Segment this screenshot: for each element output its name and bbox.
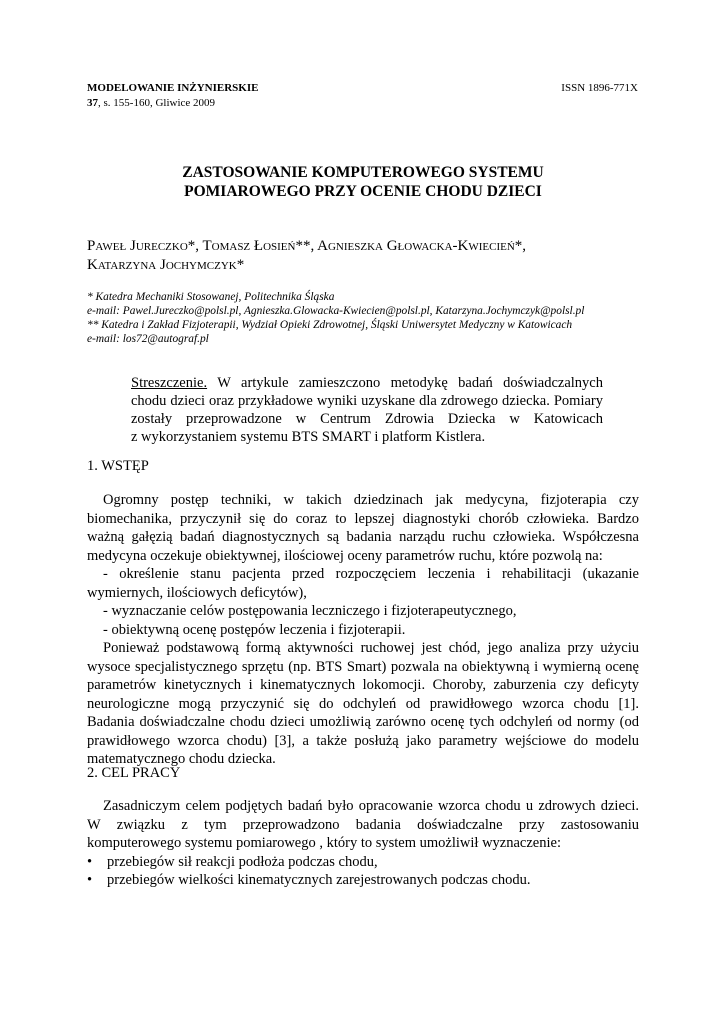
volume-number: 37 [87,97,98,109]
abstract-line-1-text: W artykule zamieszczono metodykę badań doświadczalnych [207,375,603,391]
list-item [87,853,639,872]
text-line: - wyznaczanie celów postępowania leczniczego i fizjoterapeutycznego, [103,603,517,619]
text-line: Ponieważ podstawową formą aktywności ruchowej jest chód, jego analiza przy użyciu [103,640,639,656]
affiliations [87,290,647,346]
text-line: W związku z tym przeprowadzono badania doświadczalne przy zastosowaniu [87,816,639,833]
authors-line-2: Katarzyna Jochymczyk* [87,257,245,273]
text-line: komputerowego systemu pomiarowego , który to system umożliwił wyznaczenie: [87,835,561,851]
text-line: - określenie stanu pacjenta przed rozpoczęciem leczenia i rehabilitacji (ukazanie [103,566,639,582]
affiliation-2: ** Katedra i Zakład Fizjoterapii, Wydział Opieki Zdrowotnej, Śląski Uniwersytet Medyczny w Katowicach [87,319,573,331]
section-1-body [87,491,639,769]
text-line: wysoce specjalistycznego sprzętu (np. BTS Smart) pozwala na obiektywną i wymierną ocenę [87,658,639,675]
text-line: Zasadniczym celem podjętych badań było opracowanie wzorca chodu u zdrowych dzieci. [103,798,639,814]
volume-info [87,97,215,109]
issn: ISSN 1896-771X [561,82,638,94]
affiliation-1: * Katedra Mechaniki Stosowanej, Politechnika Śląska [87,291,335,303]
abstract-line-1 [131,374,603,392]
text-line: biomechanika, przyczynił się do coraz to lepszej diagnostyki chorób człowieka. Bardzo [87,510,639,527]
title-line-2: POMIAROWEGO PRZY OCENIE CHODU DZIECI [184,183,542,200]
pages-city-year: , s. 155-160, Gliwice 2009 [98,97,216,109]
text-line: parametrów kinetycznych i kinematycznych lokomocji. Choroby, zaburzenia czy deficyty [87,677,639,693]
abstract-line-2: chodu dzieci oraz przykładowe wyniki uzyskane dla zdrowego dziecka. Pomiary [131,393,603,409]
affiliation-email-2: e-mail: los72@autograf.pl [87,333,209,345]
bullet-icon: • [87,853,93,870]
abstract-line-3: zostały przeprowadzone w Centrum Zdrowia Dziecka w Katowicach [131,411,603,427]
text-line: wymiernych, ilościowych deficytów), [87,584,307,601]
authors [87,237,647,275]
text-line: ważną gałęzią badań diagnostycznych są badania narządu ruchu człowieka. Współczesna [87,529,639,545]
text-line: Ogromny postęp techniki, w takich dziedzinach jak medycyna, fizjoterapia czy [103,492,639,508]
list-item [87,871,639,890]
text-line: medycyna oczekuje obiektywnej, ilościowej oceny parametrów ruchu, które pozwolą na: [87,547,603,564]
authors-line-1: Paweł Jureczko*, Tomasz Łosień**, Agnieszka Głowacka-Kwiecień*, [87,238,527,254]
paper-title [87,163,639,201]
title-line-1: ZASTOSOWANIE KOMPUTEROWEGO SYSTEMU [182,164,544,181]
abstract [131,374,603,446]
text-line: - obiektywną ocenę postępów leczenia i fizjoterapii. [103,621,406,638]
section-2-body [87,797,639,890]
text-line: prawidłowego wzorca chodu) [3], a także posłużą jako parametry wejściowe do modelu [87,732,639,749]
journal-name: MODELOWANIE INŻYNIERSKIE [87,82,259,94]
section-1-heading: 1. WSTĘP [87,458,149,474]
text-line: Badania doświadczalne chodu dzieci umożliwią zarówno ocenę tych odchyleń od normy (od [87,714,639,730]
affiliation-email-1: e-mail: Pawel.Jureczko@polsl.pl, Agnieszka.Glowacka-Kwiecien@polsl.pl, Katarzyna.Jochymczyk@polsl.pl [87,305,585,317]
list-item-text: przebiegów sił reakcji podłoża podczas chodu, [107,853,378,870]
text-line: matematycznego chodu dziecka. [87,751,276,767]
list-item-text: przebiegów wielkości kinematycznych zarejestrowanych podczas chodu. [107,872,531,888]
bullet-icon: • [87,872,93,888]
abstract-label: Streszczenie. [131,375,208,391]
abstract-line-4: z wykorzystaniem systemu BTS SMART i platform Kistlera. [131,429,486,445]
text-line: neurologiczne mogą przyczynić się do odchyleń od prawidłowego wzorca chodu [1]. [87,695,639,712]
section-2-heading: 2. CEL PRACY [87,765,181,781]
